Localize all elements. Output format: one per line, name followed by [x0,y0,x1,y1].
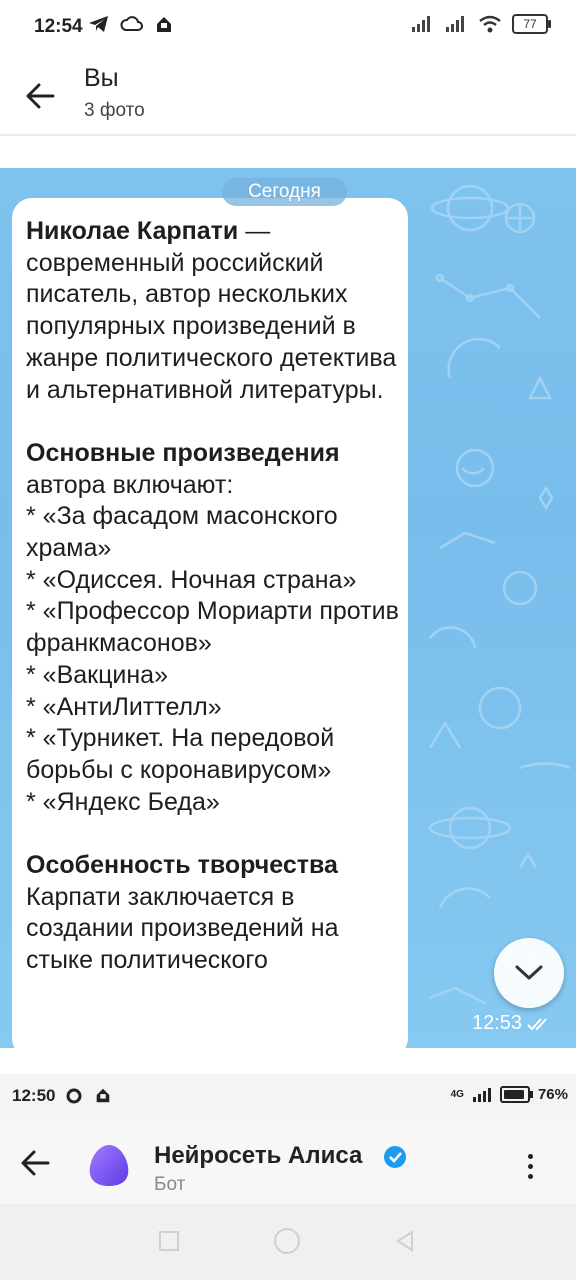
status-bar [0,0,576,56]
inner-back-button[interactable] [20,1150,50,1181]
photo-viewer-image[interactable] [0,150,576,1048]
page-subtitle: 3 фото [84,100,145,121]
person-icon [94,1086,112,1104]
message-part-2: автора включают: [26,470,234,499]
work-item: * «За фасадом масонского храма» [26,502,338,563]
person-icon [154,14,174,34]
cloud-icon [120,15,144,33]
home-button[interactable] [272,1226,302,1256]
header-divider [0,134,576,136]
date-pill: Сегодня [222,178,347,206]
recent-apps-button[interactable] [158,1230,180,1252]
photo-separator [0,1048,576,1074]
work-item: * «Вакцина» [26,660,168,689]
inner-status-right [451,1086,568,1103]
telegram-icon [88,14,110,34]
status-system-icons [410,14,548,34]
signal-icon [472,1088,492,1102]
message-part-3: Карпати заключается в создании произведений на стыке политического [26,882,339,975]
work-item: * «Турникет. На передовой борьбы с коронавирусом» [26,724,335,784]
message-time-badge [472,1012,552,1035]
alice-avatar[interactable] [86,1142,132,1188]
arrow-left-icon [20,1150,50,1176]
work-item: * «Яндекс Беда» [26,787,220,816]
inner-battery-percent: 76% [537,1086,568,1103]
inner-status-bar [0,1074,576,1120]
status-notification-icons [88,14,174,34]
battery-indicator: 77 [512,14,548,34]
verified-badge-icon [382,1144,408,1170]
scroll-down-button[interactable] [494,938,564,1008]
back-button[interactable] [20,76,60,116]
status-time: 12:54 [34,16,83,37]
work-item: * «Профессор Мориарти против франкмасонов» [26,597,399,658]
app-bar [0,56,576,134]
bot-subtitle: Бот [154,1174,186,1195]
message-bold-1: Николае Карпати [26,217,239,245]
message-bold-3: Особенность творчества [26,851,338,880]
message-bold-2: Основные произведения [26,438,340,467]
message-bubble[interactable] [12,198,408,1048]
back-nav-button[interactable] [394,1230,416,1252]
inner-status-time: 12:50 [12,1086,56,1105]
wifi-icon [478,15,502,33]
page-title: Вы [84,64,119,92]
double-check-icon [526,1016,552,1032]
work-item: * «Одиссея. Ночная страна» [26,565,357,594]
chevron-down-icon [514,964,544,982]
work-item: * «АнтиЛиттелл» [26,692,222,721]
message-part-1: — современный российский писатель, автор нескольких популярных произведений в жанре политического детектива и альтернативной литературы. [26,217,397,404]
signal-icon [410,15,434,33]
inner-battery-icon [500,1086,530,1103]
inner-chat-header [0,1120,576,1204]
message-time: 12:53 [472,1012,523,1034]
bot-name: Нейросеть Алиса [154,1142,363,1169]
network-type: 4G [450,1089,464,1100]
signal-icon-2 [444,15,468,33]
message-text [26,216,406,977]
more-menu-icon[interactable] [528,1154,533,1179]
circle-icon [66,1088,82,1104]
system-nav-bar [0,1204,576,1280]
chat-background [0,168,576,1048]
arrow-left-icon [25,83,55,109]
